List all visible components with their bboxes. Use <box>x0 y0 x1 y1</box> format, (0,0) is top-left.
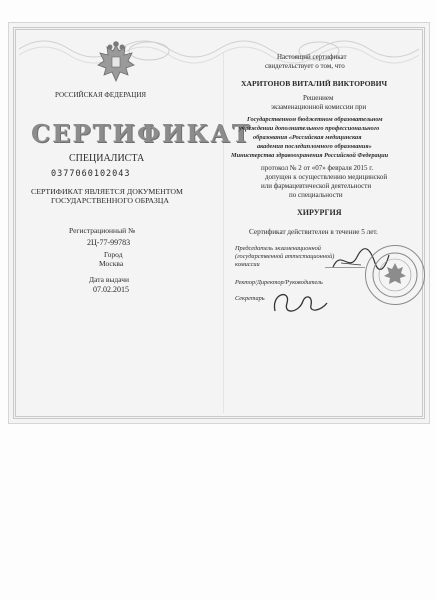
specialty: ХИРУРГИЯ <box>297 208 342 217</box>
country-label: РОССИЙСКАЯ ФЕДЕРАЦИЯ <box>55 91 147 99</box>
decision-line-2: экзаменационной комиссии при <box>271 103 367 111</box>
validity-note: Сертификат действителен в течение 5 лет. <box>249 228 378 236</box>
certificate <box>8 22 430 424</box>
protocol-line: протокол № 2 от «07» февраля 2015 г. <box>261 164 374 172</box>
holder-name: ХАРИТОНОВ ВИТАЛИЙ ВИКТОРОВИЧ <box>241 79 388 88</box>
state-document-note-2: ГОСУДАРСТВЕННОГО ОБРАЗЦА <box>51 196 170 205</box>
city-value: Москва <box>99 259 124 268</box>
stamp-emblem-icon <box>366 246 424 304</box>
admission-line-3: по специальности <box>289 191 343 199</box>
organization-line-3: образования «Российская медицинская <box>253 134 362 141</box>
organization-line-2: учреждении дополнительного профессионального <box>239 125 380 132</box>
secretary-signature <box>269 285 329 321</box>
certificate-subtitle: СПЕЦИАЛИСТА <box>69 153 145 164</box>
secretary-label: Секретарь <box>235 295 265 302</box>
organization-line-1: Государственном бюджетном образовательном <box>247 116 383 123</box>
state-document-note-1: СЕРТИФИКАТ ЯВЛЯЕТСЯ ДОКУМЕНТОМ <box>31 187 183 196</box>
chair-line-2: (государственной аттестационной) <box>235 253 335 260</box>
admission-line-1: допущен к осуществлению медицинской <box>265 173 388 181</box>
organization-line-4: академия последипломного образования» <box>257 143 372 150</box>
intro-line-2: свидетельствует о том, что <box>265 62 345 70</box>
coat-of-arms-icon <box>95 41 137 85</box>
certificate-title: СЕРТИФИКАТ <box>31 119 252 148</box>
organization-line-5: Министерства здравоохранения Российской Федерации <box>231 152 389 159</box>
intro-line-1: Настоящий сертификат <box>277 53 347 61</box>
top-ornament <box>19 29 419 69</box>
issue-date: 07.02.2015 <box>93 285 129 294</box>
registration-number: 2Ц-77-99783 <box>87 238 131 247</box>
serial-number: 0377060102043 <box>51 169 131 179</box>
center-fold <box>223 53 224 413</box>
rector-label: Ректор/Директор/Руководитель <box>235 279 323 286</box>
issue-date-label: Дата выдачи <box>89 275 130 284</box>
chair-line-3: комиссии <box>235 261 260 268</box>
admission-line-2: или фармацевтической деятельности <box>261 182 372 190</box>
decision-line-1: Решением <box>303 94 334 102</box>
chair-line-1: Председатель экзаменационной <box>235 245 321 252</box>
city-label: Город <box>104 250 123 259</box>
registration-label: Регистрационный № <box>69 226 136 235</box>
official-stamp <box>365 245 425 305</box>
